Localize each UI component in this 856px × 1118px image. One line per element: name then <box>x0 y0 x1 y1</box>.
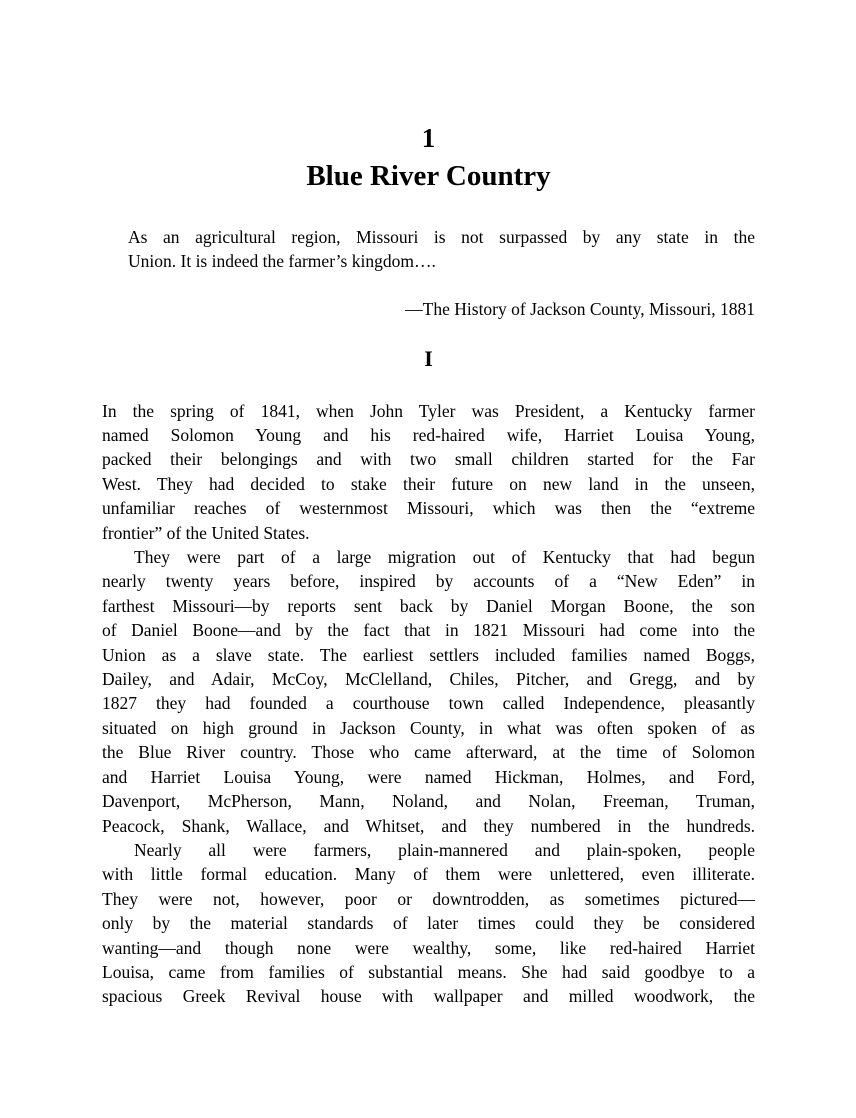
epigraph-attribution: —The History of Jackson County, Missouri, 1881 <box>405 298 755 319</box>
text-line: Union as a slave state. The earliest settlers included families named Boggs, <box>102 644 755 665</box>
text-line: In the spring of 1841, when John Tyler was President, a Kentucky farmer <box>102 400 755 421</box>
page-content <box>0 122 856 1009</box>
text-line: farthest Missouri—by reports sent back by Daniel Morgan Boone, the son <box>102 595 755 616</box>
body-paragraph <box>102 399 755 545</box>
text-line: frontier” of the United States. <box>102 522 310 543</box>
text-line: named Solomon Young and his red-haired wife, Harriet Louisa Young, <box>102 425 755 446</box>
text-line: the Blue River country. Those who came afterward, at the time of Solomon <box>102 742 755 763</box>
body-paragraph <box>102 545 755 838</box>
text-line: Davenport, McPherson, Mann, Noland, and Nolan, Freeman, Truman, <box>102 791 755 812</box>
text-line: Louisa, came from families of substantial means. She had said goodbye to a <box>102 961 755 982</box>
text-line: Peacock, Shank, Wallace, and Whitset, and they numbered in the hundreds. <box>102 815 755 836</box>
text-line: and Harriet Louisa Young, were named Hickman, Holmes, and Ford, <box>102 766 755 787</box>
text-line: Nearly all were farmers, plain-mannered and plain-spoken, people <box>134 839 755 860</box>
text-line: with little formal education. Many of them were unlettered, even illiterate. <box>102 864 755 885</box>
text-line: They were not, however, poor or downtrodden, as sometimes pictured— <box>102 888 755 909</box>
text-line: wanting—and though none were wealthy, some, like red-haired Harriet <box>102 937 755 958</box>
text-line: Dailey, and Adair, McCoy, McClelland, Chiles, Pitcher, and Gregg, and by <box>102 669 755 690</box>
text-line: As an agricultural region, Missouri is not surpassed by any state in the <box>128 227 755 247</box>
body-paragraph <box>102 838 755 1009</box>
text-line: West. They had decided to stake their future on new land in the unseen, <box>102 473 755 494</box>
text-line: Union. It is indeed the farmer’s kingdom…. <box>128 251 436 272</box>
text-line: of Daniel Boone—and by the fact that in 1821 Missouri had come into the <box>102 620 755 641</box>
text-line: nearly twenty years before, inspired by accounts of a “New Eden” in <box>102 571 755 592</box>
section-heading: I <box>424 346 433 372</box>
text-line: unfamiliar reaches of westernmost Missouri, which was then the “extreme <box>102 498 755 519</box>
chapter-title: Blue River Country <box>306 159 551 192</box>
text-line: They were part of a large migration out of Kentucky that had begun <box>134 547 755 568</box>
text-line: only by the material standards of later times could they be considered <box>102 913 755 934</box>
chapter-number: 1 <box>421 123 436 153</box>
epigraph <box>128 225 755 274</box>
text-line: 1827 they had founded a courthouse town called Independence, pleasantly <box>102 693 755 714</box>
body-text <box>102 399 755 1009</box>
text-line: spacious Greek Revival house with wallpaper and milled woodwork, the <box>102 986 755 1007</box>
text-line: situated on high ground in Jackson County, in what was often spoken of as <box>102 717 755 738</box>
text-line: packed their belongings and with two small children started for the Far <box>102 449 755 470</box>
